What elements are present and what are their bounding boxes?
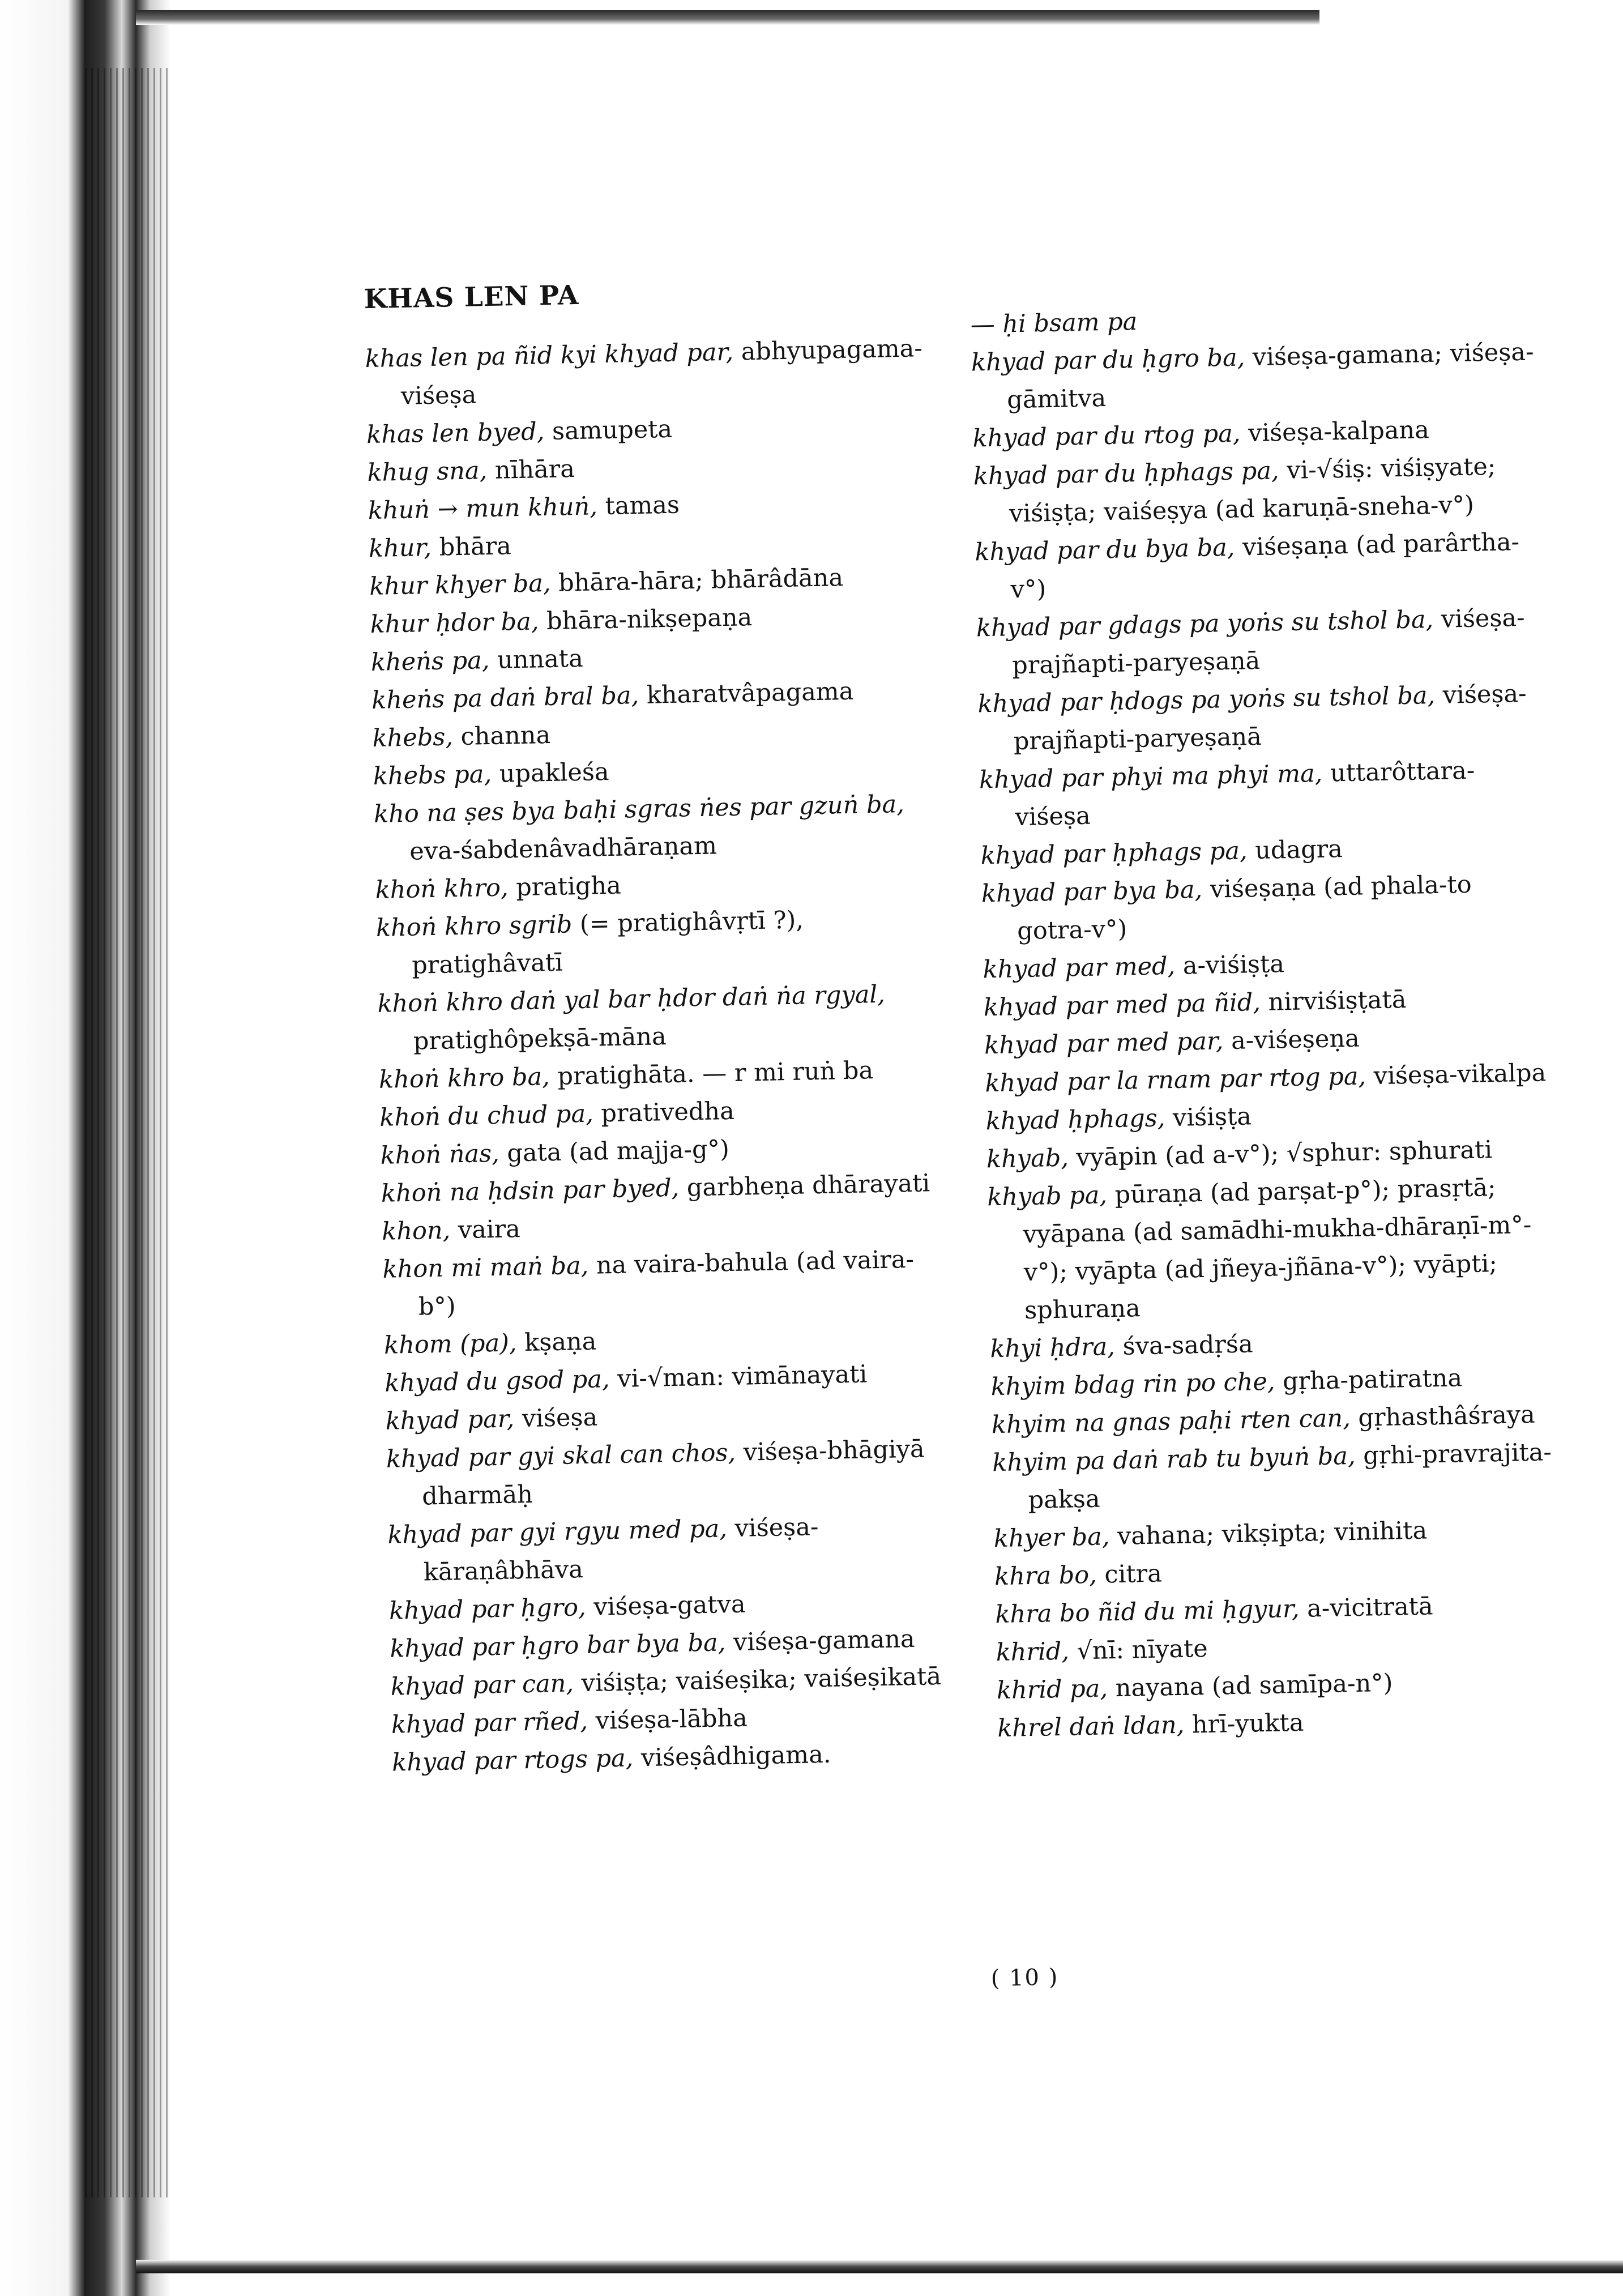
entry: khrid, √nī: nīyate <box>996 1634 1208 1667</box>
entry: khra bo ñid du mi ḥgyur, a-vicitratā <box>994 1592 1434 1629</box>
entry: khur khyer ba, bhāra-hāra; bhārâdāna <box>369 564 844 601</box>
entry: khyad par rtogs pa, viśeṣâdhigama. <box>391 1740 831 1777</box>
entry: khyad par du ḥgro ba, viśeṣa-gamana; viśeṣa-gāmitva <box>971 338 1534 415</box>
entry: khrel daṅ ldan, hrī-yukta <box>997 1708 1304 1743</box>
entry: khyad par du bya ba, viśeṣaṇa (ad parârtha-v°) <box>974 528 1520 604</box>
entry: khyad par gyi rgyu med pa, viśeṣa-kāraṇâbhāva <box>387 1513 819 1587</box>
entry: khom (pa), kṣaṇa <box>383 1327 597 1360</box>
entry: khyim na gnas paḥi rten can, gṛhasthâśraya <box>991 1400 1536 1440</box>
entry: khyad par du ḥphags pa, vi-√śiṣ: viśiṣyate; viśiṣṭa; vaiśeṣya (ad karuṇā-sneha-v°) <box>973 452 1496 528</box>
entry: — ḥi bsam pa <box>970 307 1138 339</box>
entry: kho na ṣes bya baḥi sgras ṅes par gzuṅ ba, eva-śabdenâvadhāraṇam <box>373 790 905 866</box>
entry: khyad par gdags pa yoṅs su tshol ba, viśeṣa-prajñapti-paryeṣaṇā <box>976 603 1526 680</box>
entry: khyer ba, vahana; vikṣipta; vinihita <box>993 1516 1428 1554</box>
entry: khoṅ khro daṅ yal bar ḥdor daṅ ṅa rgyal, pratighôpekṣā-māna <box>377 980 886 1056</box>
entry: khyad par med pa ñid, nirviśiṣṭatā <box>983 985 1407 1022</box>
entry: khyim bdag rin po che, gṛha-patiratna <box>990 1364 1463 1402</box>
entry: khoṅ du chud pa, prativedha <box>379 1096 735 1132</box>
entry: khyab, vyāpin (ad a-v°); √sphur: sphurati <box>986 1136 1493 1174</box>
entry: khon mi maṅ ba, na vaira-bahula (ad vaira-b°) <box>382 1245 915 1321</box>
entry: khyi ḥdra, śva-sadṛśa <box>989 1330 1254 1364</box>
entry: khyad par la rnam par rtog pa, viśeṣa-vikalpa <box>984 1059 1547 1098</box>
entry: khon, vaira <box>381 1215 521 1246</box>
entry: khyad par gyi skal can chos, viśeṣa-bhāgiyā dharmāḥ <box>386 1435 925 1511</box>
entry: khoṅ ṅas, gata (ad majja-g°) <box>380 1135 730 1170</box>
entry: khra bo, citra <box>994 1559 1163 1591</box>
entry: khoṅ khro, pratigha <box>375 871 622 904</box>
entry: khyim pa daṅ rab tu byuṅ ba, gṛhi-pravrajita-pakṣa <box>992 1438 1552 1515</box>
entry: khrid pa, nayana (ad samīpa-n°) <box>996 1668 1393 1705</box>
entry: khas len byed, samupeta <box>366 415 673 450</box>
entry: khyad par, viśeṣa <box>385 1403 598 1436</box>
entry: khyad par du rtog pa, viśeṣa-kalpana <box>972 416 1430 453</box>
entry: kheṅs pa, unnata <box>370 644 584 677</box>
entry: khyad ḥphags, viśiṣṭa <box>985 1102 1252 1136</box>
entry: khyad par bya ba, viśeṣaṇa (ad phala-to gotra-v°) <box>981 870 1472 946</box>
entry: khyad par ḥgro, viśeṣa-gatva <box>388 1590 746 1625</box>
entry: khur, bhāra <box>368 532 512 564</box>
dictionary-page <box>150 11 1623 2273</box>
entry: khyad par med, a-viśiṣṭa <box>983 950 1285 984</box>
entry: khoṅ na ḥdsin par byed, garbheṇa dhārayati <box>381 1169 930 1208</box>
entry: khyad par phyi ma phyi ma, uttarôttara-viśeṣa <box>979 756 1475 832</box>
entry: khyad par rñed, viśeṣa-lābha <box>391 1704 748 1739</box>
entry: khyab pa, pūraṇa (ad parṣat-p°); prasṛtā; vyāpana (ad samādhi-mukha-dhāraṇī-m°-v°); vyāpta (ad jñeya-jñāna-v°); vyāpti; sphuraṇa <box>986 1173 1532 1325</box>
entry: khoṅ khro ba, pratighāta. — r mi ruṅ ba <box>378 1056 874 1094</box>
entry: khebs, channa <box>372 720 551 753</box>
entry: khyad par ḥphags pa, udagra <box>980 835 1343 870</box>
right-column <box>970 295 1564 1748</box>
book-spine-edge <box>0 0 170 2296</box>
entry: khyad par can, viśiṣṭa; vaiśeṣika; vaiśeṣikatā <box>390 1662 942 1701</box>
entry: khur ḥdor ba, bhāra-nikṣepaṇa <box>370 603 753 639</box>
entry: khoṅ khro sgrib (= pratighâvṛtī ?), pratighâvatī <box>375 906 804 980</box>
entry: khyad du gsod pa, vi-√man: vimānayati <box>384 1360 868 1398</box>
entry: khug sna, nīhāra <box>367 455 575 488</box>
entry: khuṅ → mun khuṅ, tamas <box>368 490 680 526</box>
page-header: KHAS LEN PA <box>364 279 579 315</box>
left-column <box>365 330 959 1782</box>
entry: khyad par med par, a-viśeṣeṇa <box>984 1024 1360 1060</box>
entry: khyad par ḥdogs pa yoṅs su tshol ba, viśeṣa-prajñapti-paryeṣaṇā <box>977 679 1527 756</box>
page-number: ( 10 ) <box>990 1964 1059 1992</box>
entry: khebs pa, upakleśa <box>373 758 610 791</box>
entry: khas len pa ñid kyi khyad par, abhyupagama-viśeṣa <box>365 334 923 411</box>
entry: khyad par ḥgro bar bya ba, viśeṣa-gamana <box>389 1624 916 1663</box>
entry: kheṅs pa daṅ bral ba, kharatvâpagama <box>371 677 854 715</box>
